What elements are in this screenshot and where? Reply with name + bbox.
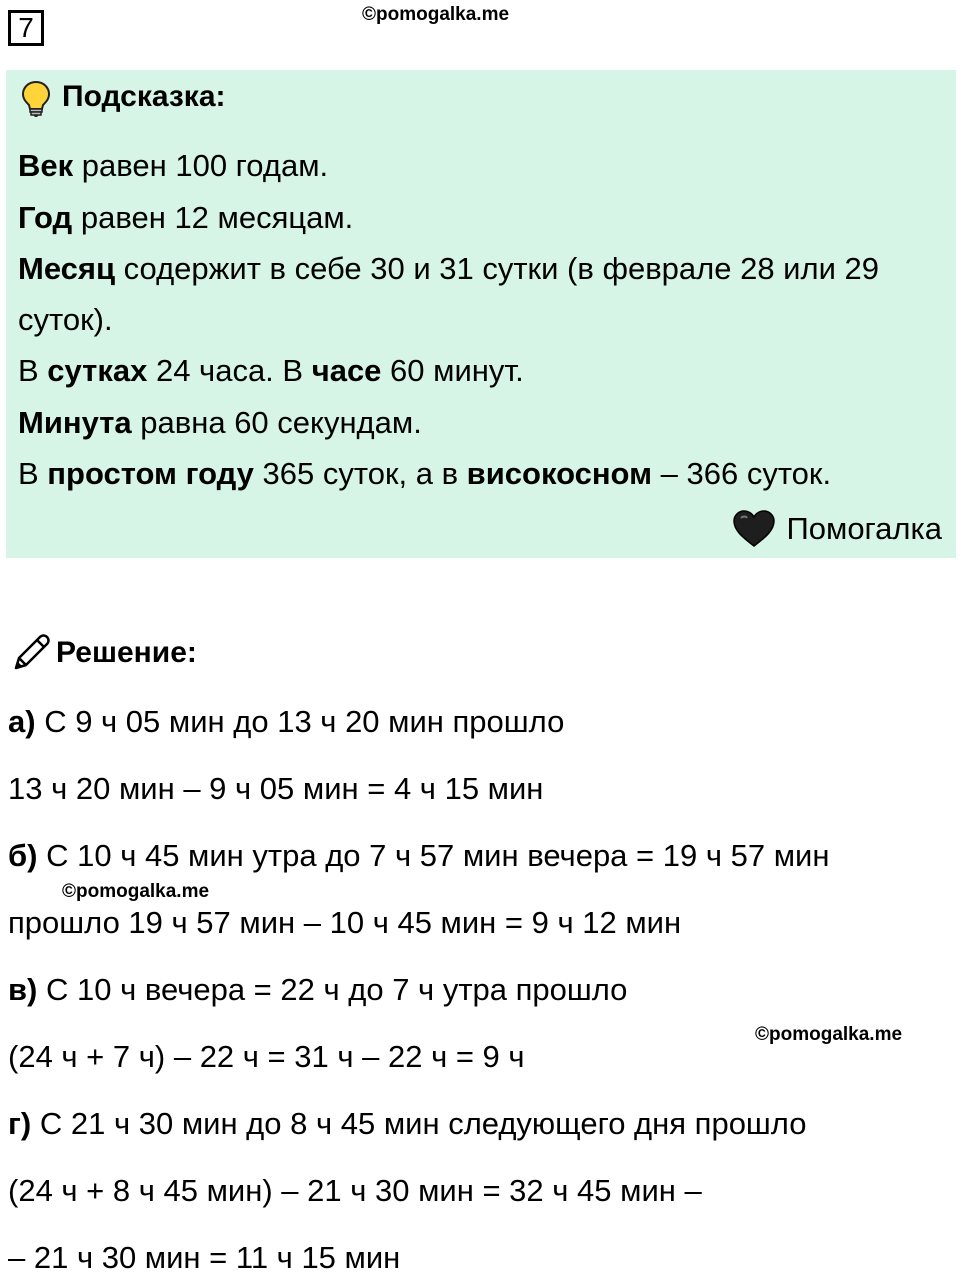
pencil-icon (10, 632, 52, 674)
watermark: ©pomogalka.me (755, 1024, 903, 1045)
hint-line: Минута равна 60 секундам. (18, 405, 422, 440)
lightbulb-icon (20, 80, 52, 118)
hint-title: Подсказка: (62, 80, 226, 113)
solution-line: (24 ч + 7 ч) – 22 ч = 31 ч – 22 ч = 9 ч (8, 1039, 525, 1074)
watermark: ©pomogalka.me (362, 4, 510, 25)
hint-line: Век равен 100 годам. (18, 148, 329, 183)
solution-line: в) С 10 ч вечера = 22 ч до 7 ч утра прошло (8, 972, 628, 1007)
hint-line: В сутках 24 часа. В часе 60 минут. (18, 353, 524, 388)
solution-line: прошло 19 ч 57 мин – 10 ч 45 мин = 9 ч 12 мин (8, 905, 682, 940)
solution-line: б) С 10 ч 45 мин утра до 7 ч 57 мин вечера = 19 ч 57 мин (8, 838, 830, 873)
solution-line: а) С 9 ч 05 мин до 13 ч 20 мин прошло (8, 704, 565, 739)
solution-line: г) С 21 ч 30 мин до 8 ч 45 мин следующего дня прошло (8, 1106, 807, 1141)
solution-line: 13 ч 20 мин – 9 ч 05 мин = 4 ч 15 мин (8, 771, 544, 806)
hint-line: Месяц содержит в себе 30 и 31 сутки (в феврале 28 или 29 (18, 251, 879, 286)
hint-line: В простом году 365 суток, а в високосном – 366 суток. (18, 456, 832, 491)
solution-line: – 21 ч 30 мин = 11 ч 15 мин (8, 1240, 401, 1275)
watermark: ©pomogalka.me (62, 881, 210, 902)
heart-icon (732, 510, 776, 548)
hint-line: суток). (18, 302, 113, 337)
solution-line: (24 ч + 8 ч 45 мин) – 21 ч 30 мин = 32 ч 45 мин – (8, 1173, 702, 1208)
hint-line: Год равен 12 месяцам. (18, 200, 354, 235)
signature (732, 510, 942, 548)
signature-text: Помогалка (786, 511, 942, 546)
solution-title: Решение: (56, 636, 197, 669)
task-number: 7 (8, 10, 44, 46)
